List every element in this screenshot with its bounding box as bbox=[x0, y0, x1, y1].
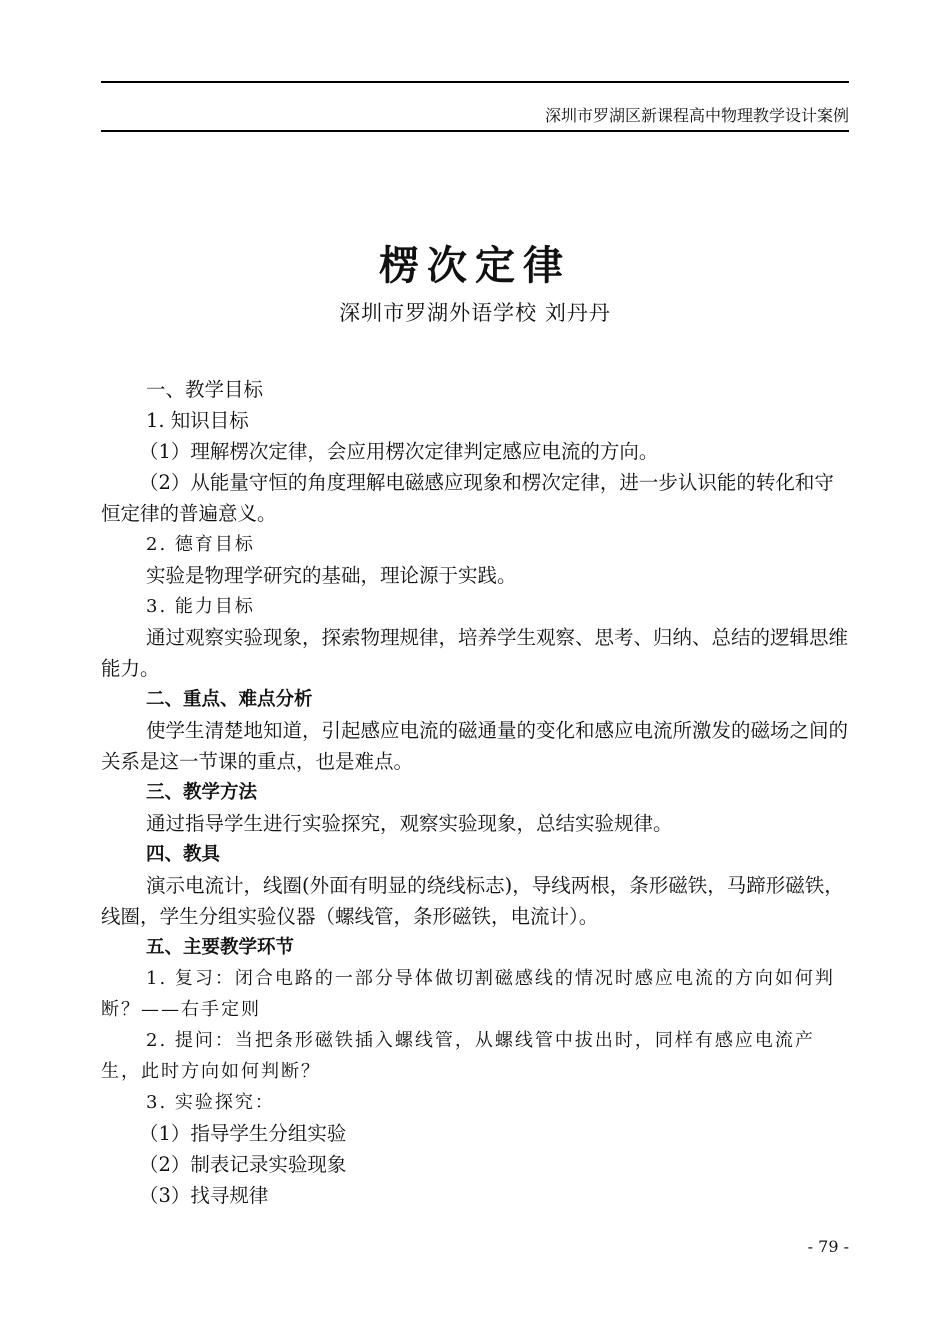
paragraph-step-1: 1. 复习：闭合电路的一部分导体做切割磁感线的情况时感应电流的方向如何判断？——右手定则 bbox=[101, 968, 835, 1020]
subheading-ability: 3. 能力目标 bbox=[146, 596, 255, 617]
paragraph-ability: 通过观察实验现象，探索物理规律，培养学生观察、思考、归纳、总结的逻辑思维能力。 bbox=[101, 626, 849, 680]
list-item-step-3-1: （1）指导学生分组实验 bbox=[139, 1122, 347, 1145]
paragraph-method: 通过指导学生进行实验探究，观察实验现象，总结实验规律。 bbox=[146, 812, 673, 835]
paragraph-knowledge-2: （2）从能量守恒的角度理解电磁感应现象和楞次定律，进一步认识能的转化和守恒定律的普遍意义。 bbox=[101, 471, 834, 525]
list-item-step-3-3: （3）找寻规律 bbox=[139, 1184, 269, 1207]
header-bottom-rule bbox=[101, 130, 849, 132]
paragraph-step-3: 3. 实验探究： bbox=[146, 1092, 275, 1113]
list-item-step-3-2: （2）制表记录实验现象 bbox=[139, 1153, 347, 1176]
section-heading-steps: 五、主要教学环节 bbox=[146, 937, 295, 958]
paragraph-knowledge-1: （1）理解楞次定律，会应用楞次定律判定感应电流的方向。 bbox=[139, 440, 659, 463]
section-heading-method: 三、教学方法 bbox=[146, 782, 258, 803]
running-head: 深圳市罗湖区新课程高中物理教学设计案例 bbox=[544, 106, 849, 125]
paragraph-tools: 演示电流计，线圈(外面有明显的绕线标志)，导线两根，条形磁铁，马蹄形磁铁，线圈，学生分组实验仪器（螺线管，条形磁铁，电流计）。 bbox=[101, 874, 844, 928]
document-title: 楞次定律 bbox=[379, 243, 571, 289]
header-top-rule bbox=[101, 81, 849, 83]
section-heading-goals: 一、教学目标 bbox=[146, 378, 264, 401]
paragraph-step-2: 2. 提问：当把条形磁铁插入螺线管，从螺线管中拔出时，同样有感应电流产生，此时方向如何判断？ bbox=[101, 1030, 815, 1082]
subheading-moral: 2. 德育目标 bbox=[146, 534, 255, 555]
subheading-knowledge: 1. 知识目标 bbox=[146, 409, 249, 432]
author-byline: 深圳市罗湖外语学校 刘丹丹 bbox=[339, 301, 611, 325]
section-heading-tools: 四、教具 bbox=[146, 844, 221, 865]
paragraph-moral: 实验是物理学研究的基础，理论源于实践。 bbox=[146, 564, 517, 587]
page-number: - 79 - bbox=[807, 1237, 849, 1256]
section-heading-key-points: 二、重点、难点分析 bbox=[146, 689, 313, 710]
document-body bbox=[101, 374, 849, 1211]
paragraph-key-points: 使学生清楚地知道，引起感应电流的磁通量的变化和感应电流所激发的磁场之间的关系是这一节课的重点，也是难点。 bbox=[101, 719, 849, 773]
